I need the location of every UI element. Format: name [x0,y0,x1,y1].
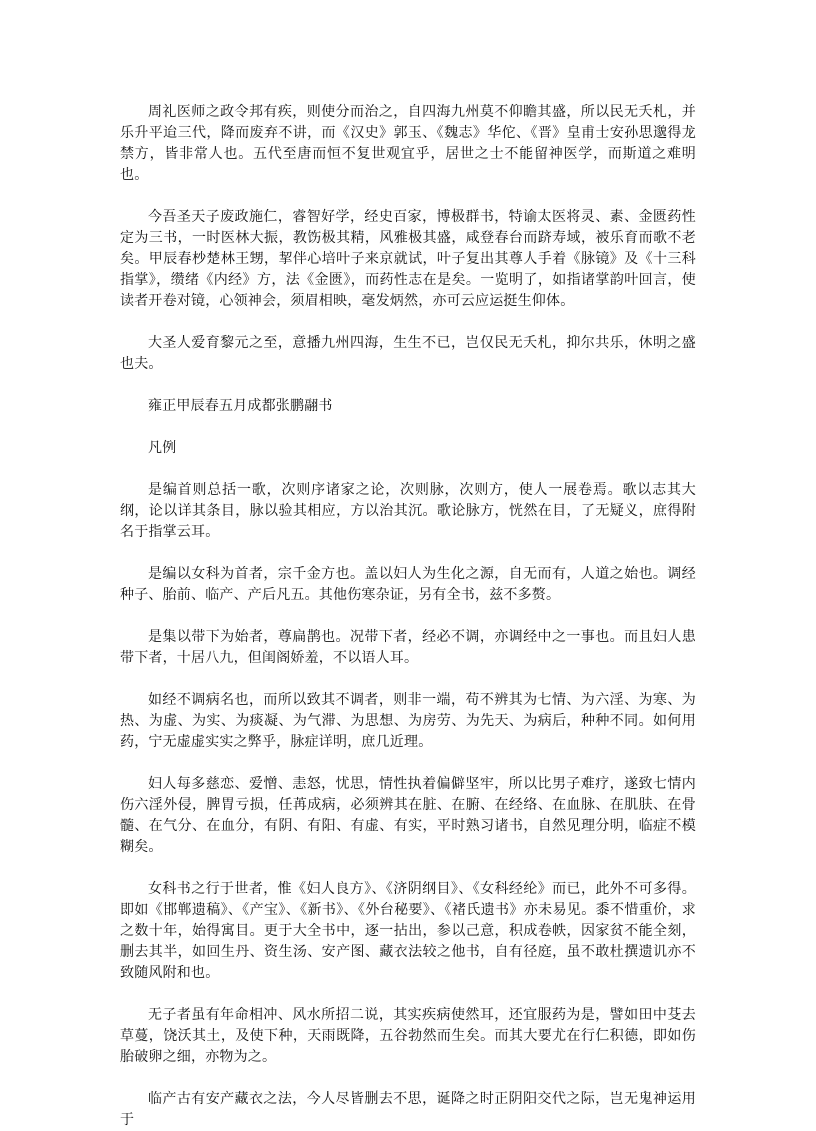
guideline-paragraph: 是编首则总括一歌，次则序诸家之论，次则脉，次则方，使人一展卷焉。歌以志其大纲，论以详其条目，脉以验其相应，方以治其沉。歌论脉方，恍然在目，了无疑义，庶得附名于指掌云耳。 [120,482,696,540]
document-page [120,102,696,1131]
guideline-paragraph: 临产古有安产藏衣之法，今人尽皆删去不思，诞降之时正阴阳交代之际，岂无鬼神运用于 [120,1091,696,1128]
preface-paragraph: 大圣人爱育黎元之至，意播九州四海，生生不已，岂仅民无夭札，抑尔共乐，休明之盛也夫。 [120,335,696,372]
section-heading: 凡例 [148,440,177,456]
guideline-paragraph: 妇人每多慈恋、爱憎、恚怒，忧思，情性执着偏僻坚牢，所以比男子难疗，遂致七情内伤六淫外侵，脾胃亏损，任苒成病，必须辨其在脏、在腑、在经络、在血脉、在肌肤、在骨髓、在气分、在血分，有阴、有阳、有虚、有实，平时熟习诸书，自然见理分明，临症不模糊矣。 [120,776,696,855]
guideline-paragraph: 如经不调病名也，而所以致其不调者，则非一端，苟不辨其为七情、为六淫、为寒、为热、为虚、为实、为痰凝、为气滞、为思想、为房劳、为先天、为病后，种种不同。如何用药，宁无虚虚实实之弊乎，脉症详明，庶几近理。 [120,692,696,750]
guideline-paragraph: 女科书之行于世者，惟《妇人良方》、《济阴纲目》、《女科经纶》而已，此外不可多得。即如《邯郸遗稿》、《产宝》、《新书》、《外台秘要》、《褚氏遗书》亦未易见。黍不惜重价，求之数十年，始得寓目。更于大全书中，逐一拈出，参以己意，积成卷帙，因家贫不能全刻，删去其半，如回生丹、资生汤、安产图、藏衣法较之他书，自有径庭，虽不敢杜撰遗讥亦不致随风附和也。 [120,881,696,981]
signature-line: 雍正甲辰春五月成都张鹏翮书 [148,398,333,414]
guideline-paragraph: 是编以女科为首者，宗千金方也。盖以妇人为生化之源，自无而有，人道之始也。调经种子、胎前、临产、产后凡五。其他伤寒杂证，另有全书，兹不多赘。 [120,566,696,603]
guideline-paragraph: 无子者虽有年命相冲、风水所招二说，其实疾病使然耳，还宜服药为是，譬如田中芟去草蔓，饶沃其土，及使下种，天雨既降，五谷勃然而生矣。而其大要尤在行仁积德，即如伤胎破卵之细，亦物为之。 [120,1007,696,1065]
preface-paragraph: 今吾圣天子废政施仁，睿智好学，经史百家，博极群书，特谕太医将灵、素、金匮药性定为三书，一时医林大振，教饬极其精，风雅极其盛，咸登春台而跻寿域，被乐育而歌不老矣。甲辰春杪楚林王甥，挈伴心培叶子来京就试，叶子复出其尊人手着《脉镜》及《十三科指掌》，缵绪《内经》方，法《金匮》，而药性志在是矣。一览明了，如指诸掌韵叶回言，使读者开卷对镜，心领神会，须眉相映，毫发炳然，亦可云应运挺生仰体。 [120,209,696,309]
guideline-paragraph: 是集以带下为始者，尊扁鹊也。况带下者，经必不调，亦调经中之一事也。而且妇人患带下者，十居八九，但闺阁娇羞，不以语人耳。 [120,629,696,666]
preface-paragraph: 周礼医师之政令邦有疾，则使分而治之，自四海九州莫不仰瞻其盛，所以民无夭札，并乐升平迨三代，降而废弃不讲，而《汉史》郭玉、《魏志》华佗、《晋》皇甫士安孙思邈得龙禁方，皆非常人也。五代至唐而恒不复世观宜乎，居世之士不能留神医学，而斯道之难明也。 [120,104,696,183]
